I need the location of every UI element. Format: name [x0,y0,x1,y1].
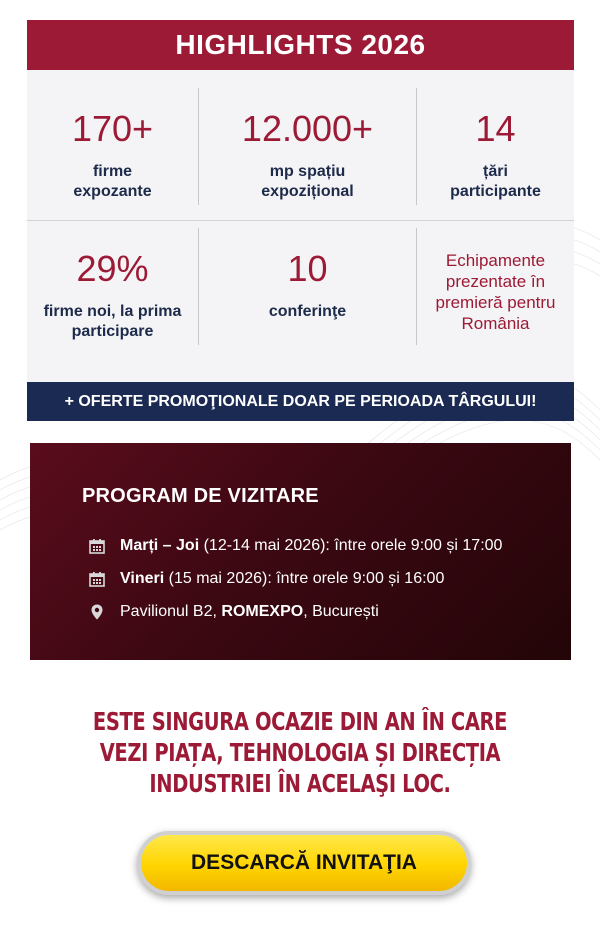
stat-label: mp spațiu [269,163,346,180]
stat-value: 12.000+ [241,108,374,149]
highlights-title: HIGHLIGHTS 2026 [27,20,574,70]
highlights-panel [27,20,574,410]
stats-grid [27,70,574,380]
stat-label: țări [483,163,508,180]
featured-equipment-note [417,250,574,334]
program-days: Vineri [120,570,165,587]
stat-value: 14 [475,108,516,149]
tagline-line: VEZI PIAȚA, TEHNOLOGIA ȘI DIRECȚIA [99,738,501,767]
stat-label: firme [92,163,133,180]
stat-label: firme noi, la prima [43,303,182,320]
stat-conferences [199,248,416,322]
program-row [88,537,502,555]
tagline-line: ESTE SINGURA OCAZIE DIN AN ÎN CARE [92,707,508,736]
program-row [88,570,444,588]
stat-value: 170+ [71,108,154,149]
stat-label: conferinţe [268,303,347,320]
tagline-line: INDUSTRIEI ÎN ACELAŞI LOC. [149,769,451,798]
featured-text: prezentate în [445,272,546,291]
program-title: PROGRAM DE VIZITARE [82,485,319,507]
stat-value: 29% [76,248,149,289]
program-hours: (12-14 mai 2026): între orele 9:00 și 17:00 [199,537,503,554]
program-hours: (15 mai 2026): între orele 9:00 și 16:00 [164,570,445,587]
featured-text: Echipamente [445,251,546,270]
program-days: Marți – Joi [120,537,200,554]
program-row [88,603,379,621]
featured-text: premieră pentru [435,293,556,312]
tagline [66,706,534,799]
calendar-icon [88,537,106,555]
download-invitation-button[interactable]: DESCARCĂ INVITAŢIA [141,835,467,891]
stat-label: expozițional [261,183,354,200]
stat-exhibitors [27,108,198,202]
featured-text: România [461,314,530,333]
location-pin-icon [88,603,106,621]
stat-value: 10 [287,248,328,289]
divider [27,220,574,221]
stat-label: participare [71,323,154,340]
stat-label: expozante [73,183,152,200]
download-invitation-button-frame [137,831,471,895]
visiting-program-panel [30,443,571,660]
stat-new-exhibitors [27,248,198,342]
stat-countries [417,108,574,202]
calendar-icon [88,570,106,588]
venue-hall: Pavilionul B2, [120,603,222,620]
promo-banner: + OFERTE PROMOŢIONALE DOAR PE PERIOADA TÂRGULUI! [27,382,574,421]
stat-label: participante [450,183,541,200]
venue-name: ROMEXPO [221,603,304,620]
stat-exhibition-space [199,108,416,202]
venue-city: , București [303,603,379,620]
